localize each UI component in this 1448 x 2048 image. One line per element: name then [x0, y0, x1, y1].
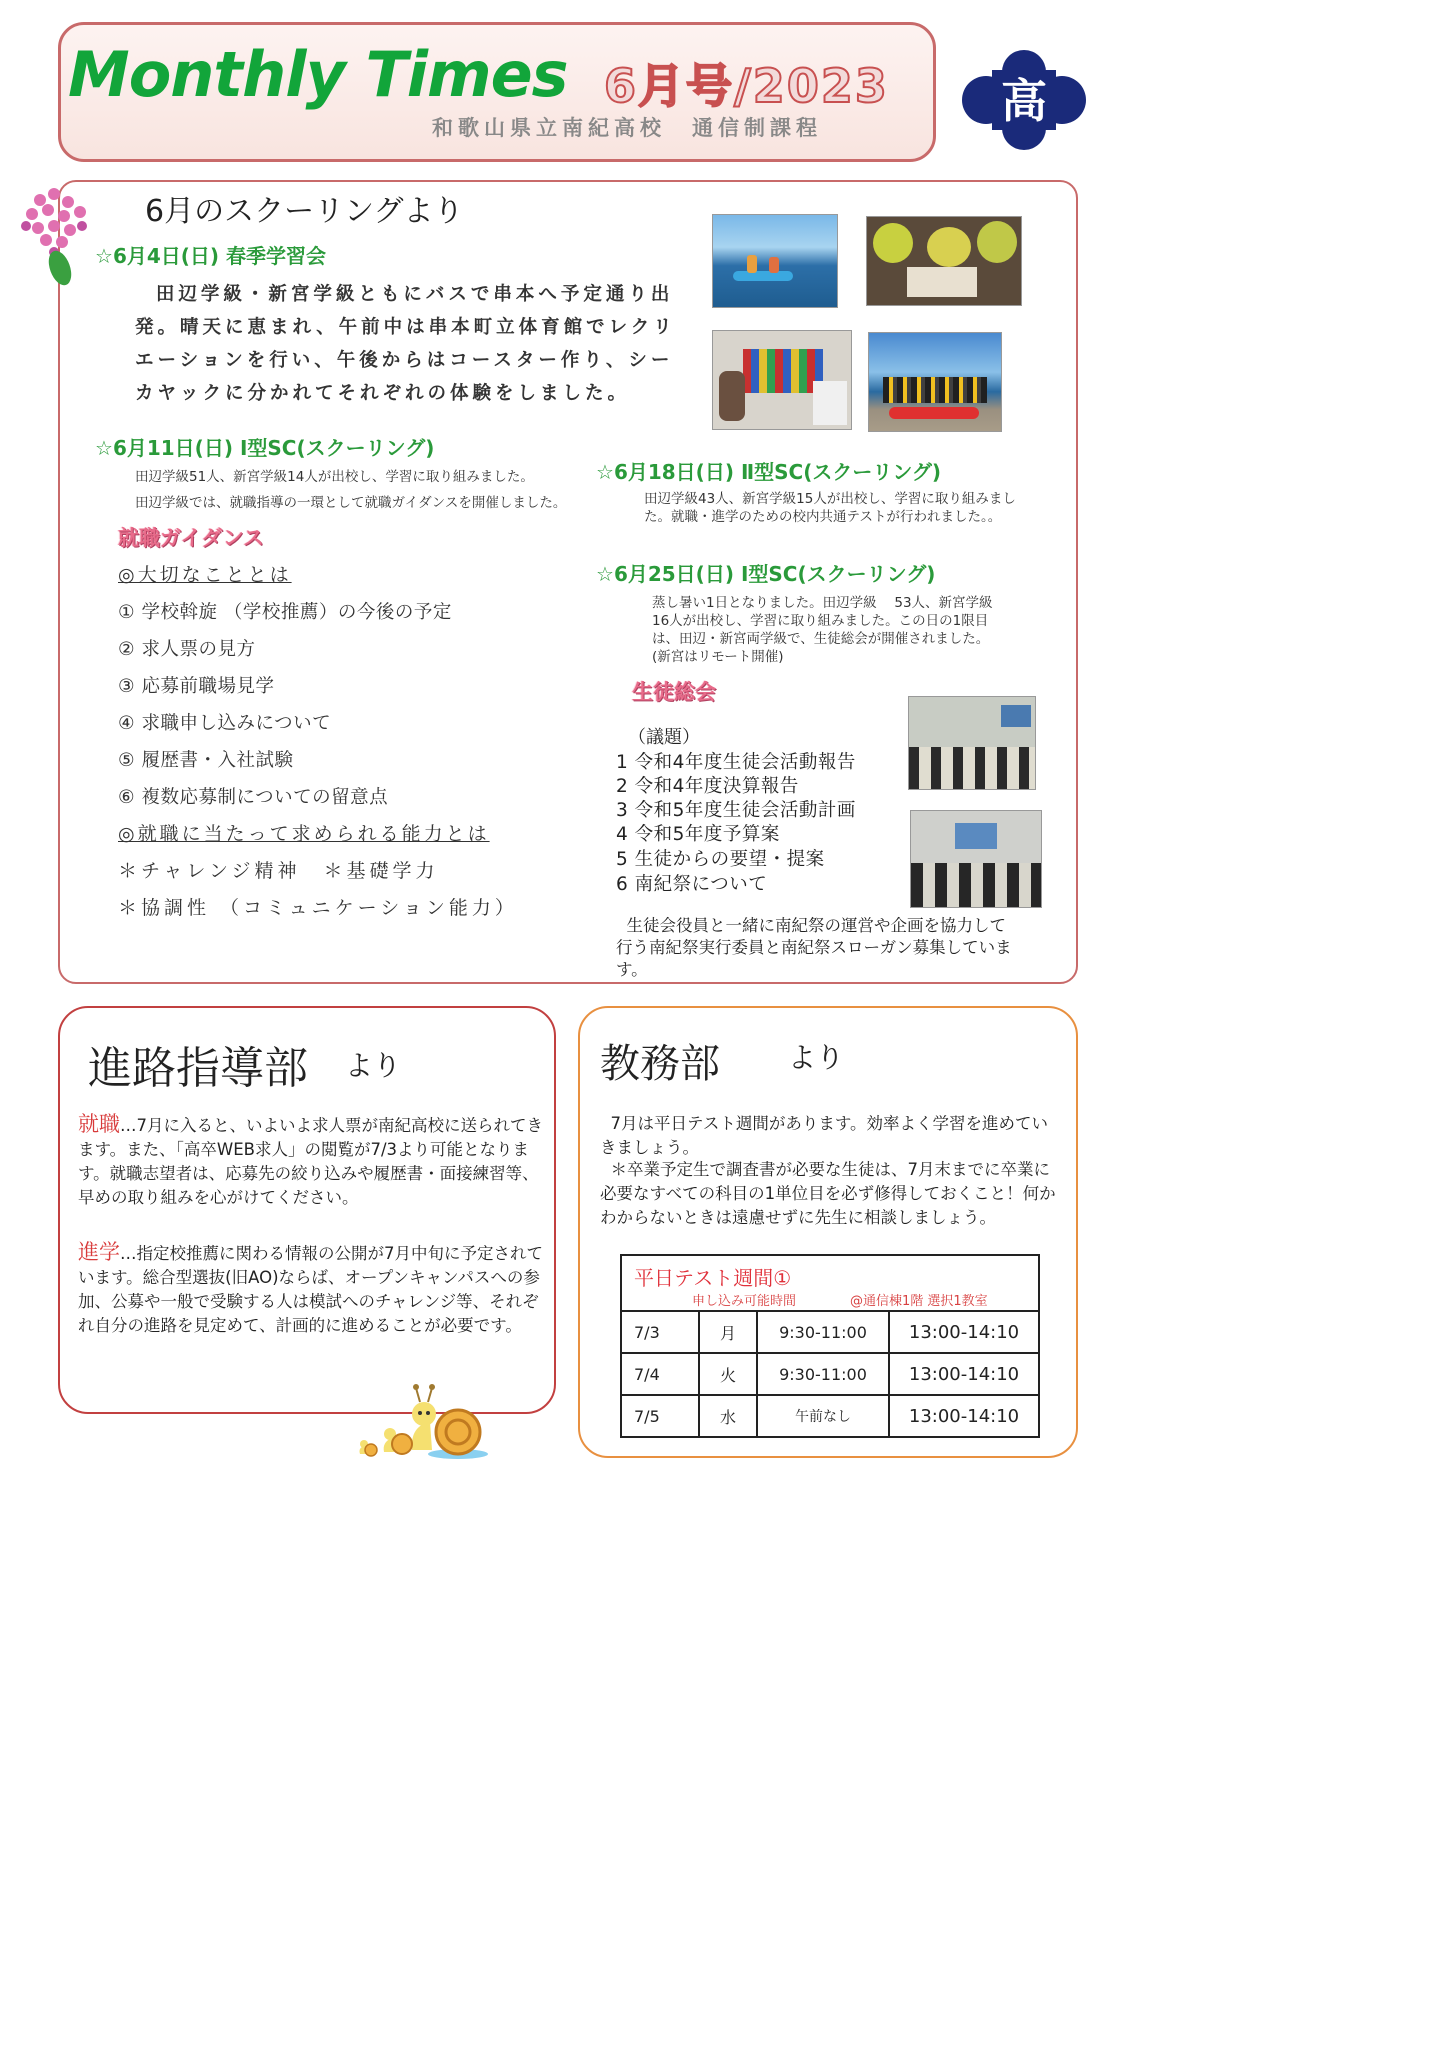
table-cell-am: 9:30-11:00 [757, 1353, 889, 1395]
photo-beads [712, 330, 852, 430]
event2-line1: 田辺学級51人、新宮学級14人が出校し、学習に取り組みました。 [135, 469, 534, 485]
ability-line: ＊協調性 （コミュニケーション能力） [118, 897, 518, 919]
table-cell-date: 7/3 [621, 1311, 699, 1353]
snail-icon [340, 1380, 490, 1460]
guidance-item: ③ 応募前職場見学 [118, 676, 275, 697]
table-cell-am: 9:30-11:00 [757, 1311, 889, 1353]
agenda-item: 4 令和5年度予算案 [616, 824, 780, 845]
table-title: 平日テスト週間① [634, 1266, 792, 1290]
guidance-tag: 就職ガイダンス [118, 526, 264, 550]
table-cell-day: 月 [699, 1311, 757, 1353]
agenda-item: 2 令和4年度決算報告 [616, 776, 799, 797]
section-title: 6月のスクーリングより [145, 194, 464, 229]
masthead-title: Monthly Times [68, 38, 568, 111]
event1-heading: ☆6月4日(日) 春季学習会 [95, 244, 327, 268]
guidance-item: ④ 求職申し込みについて [118, 713, 332, 734]
event2-heading: ☆6月11日(日) Ⅰ型SC(スクーリング) [95, 436, 435, 460]
table-row [621, 1353, 1039, 1395]
agenda-heading: （議題） [628, 727, 700, 748]
event1-body: 田辺学級・新宮学級ともにバスで串本へ予定通り出発。晴天に恵まれ、午前中は串本町立体育館でレクリエーションを行い、午後からはコースター作り、シーカヤックに分かれてそれぞれの体験をしました。 [135, 284, 676, 404]
table-cell-pm: 13:00-14:10 [889, 1311, 1039, 1353]
agenda-item: 5 生徒からの要望・提案 [616, 849, 825, 870]
table-cell-day: 水 [699, 1395, 757, 1437]
career-from: より [345, 1049, 402, 1082]
photo-classroom-1 [908, 696, 1036, 790]
event3-body: 田辺学級43人、新宮学級15人が出校し、学習に取り組みました。就職・進学のための校内共通テストが行われました。。 [644, 491, 1016, 525]
event4-heading: ☆6月25日(日) Ⅰ型SC(スクーリング) [596, 562, 936, 586]
guidance-item: ① 学校斡旋 （学校推薦）の今後の予定 [118, 602, 452, 623]
table-cell-date: 7/4 [621, 1353, 699, 1395]
table-subtitle-hours: 申し込み可能時間 [692, 1294, 797, 1309]
career-title: 進路指導部 [88, 1043, 308, 1094]
important-heading: ◎大切なこととは [118, 564, 292, 586]
agenda-item: 6 南紀祭について [616, 874, 768, 895]
school-crest-icon [962, 50, 1086, 150]
event2-line2: 田辺学級では、就職指導の一環として就職ガイダンスを開催しました。 [135, 495, 567, 511]
issue-label: 6月号/2023 [604, 59, 889, 113]
table-cell-am: 午前なし [757, 1395, 889, 1437]
guidance-item: ⑥ 複数応募制についての留意点 [118, 787, 389, 808]
ability-line: ＊チャレンジ精神 ＊基礎学力 [118, 860, 439, 882]
kyomu-from: より [788, 1041, 845, 1074]
guidance-item: ⑤ 履歴書・入社試験 [118, 750, 294, 771]
career-employment-text: 就職…7月に入ると、いよいよ求人票が南紀高校に送られてきます。また、「高卒WEB求人」の閲覧が7/3より可能となります。就職志望者は、応募先の絞り込みや履歴書・面接練習等、早めの取り組みを心がけてください。 [78, 1112, 543, 1207]
table-row [621, 1395, 1039, 1437]
photo-classroom-2 [910, 810, 1042, 908]
career-further-ed-text: 進学…指定校推薦に関わる情報の公開が7月中旬に予定されています。総合型選抜(旧AO)ならば、オープンキャンパスへの参加、公募や一般で受験する人は模試へのチャレンジ等、それぞれ自分の進路を見定めて、計画的に進めることが必要です。 [78, 1240, 543, 1335]
table-subtitle-room: @通信棟1階 選択1教室 [850, 1294, 988, 1309]
guidance-item: ② 求人票の見方 [118, 639, 256, 660]
hydrangea-icon [10, 180, 102, 290]
recruit-text: 生徒会役員と一緒に南紀祭の運営や企画を協力して行う南紀祭実行委員と南紀祭スローガン募集しています。 [616, 916, 1012, 979]
council-tag: 生徒総会 [632, 680, 716, 704]
school-name: 和歌山県立南紀高校 通信制課程 [432, 116, 822, 140]
table-cell-date: 7/5 [621, 1395, 699, 1437]
event3-heading: ☆6月18日(日) Ⅱ型SC(スクーリング) [596, 460, 942, 484]
table-row [621, 1311, 1039, 1353]
employment-keyword: 就職 [78, 1112, 120, 1136]
table-cell-pm: 13:00-14:10 [889, 1395, 1039, 1437]
photo-group-beach [868, 332, 1002, 432]
agenda-item: 1 令和4年度生徒会活動報告 [616, 752, 856, 773]
kyomu-text-2: ＊卒業予定生で調査書が必要な生徒は、7月末までに卒業に必要なすべての科目の1単位目を必ず修得しておくこと！何かわからないときは遠慮せずに先生に相談しましょう。 [600, 1160, 1056, 1227]
kyomu-text-1: 7月は平日テスト週間があります。効率よく学習を進めていきましょう。 [600, 1114, 1049, 1157]
table-cell-pm: 13:00-14:10 [889, 1353, 1039, 1395]
photo-coaster-making [866, 216, 1022, 306]
photo-kayak [712, 214, 838, 308]
event4-body: 蒸し暑い1日となりました。田辺学級 53人、新宮学級16人が出校し、学習に取り組みました。この日の1限目は、田辺・新宮両学級で、生徒総会が開催されました。(新宮はリモート開催) [652, 595, 993, 665]
further-ed-keyword: 進学 [78, 1240, 120, 1264]
agenda-item: 3 令和5年度生徒会活動計画 [616, 800, 856, 821]
crest-char: 高 [1001, 74, 1047, 128]
kyomu-title: 教務部 [600, 1041, 720, 1087]
table-cell-day: 火 [699, 1353, 757, 1395]
ability-heading: ◎就職に当たって求められる能力とは [118, 823, 490, 845]
